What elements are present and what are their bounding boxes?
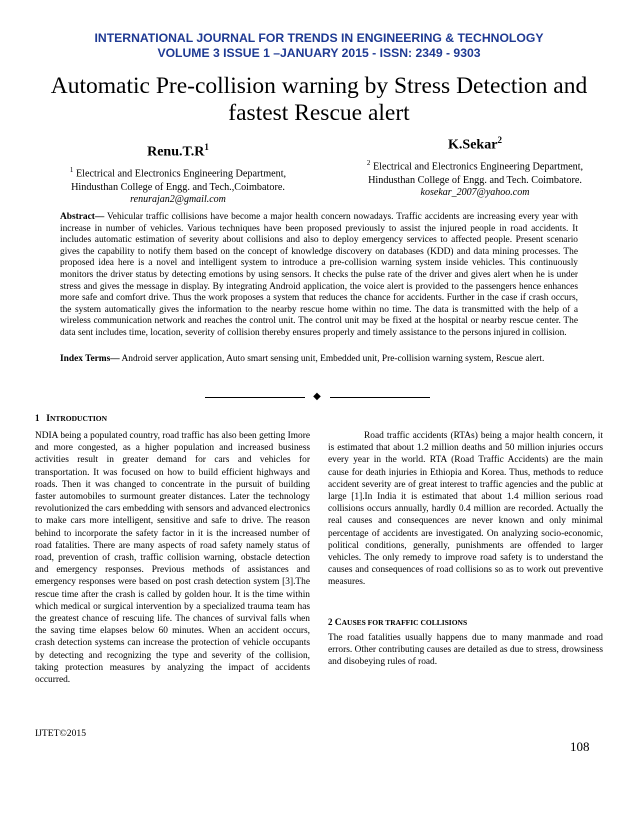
author-affiliation: $^2$ Electrical and Electronics Engineering Department, Hindusthan College of Engg. and Tech. Coimbatore. xyxy=(366,158,584,186)
divider-diamond-icon: ◆ xyxy=(313,391,321,402)
author-name: K.Sekar$^2$ xyxy=(448,135,502,153)
causes-text: The road fatalities usually happens due to many manmade and road errors. Other contributing causes are detailed as due to stress, drowsiness and disobeying rules of road. xyxy=(328,633,603,668)
index-terms-label: Index Terms— xyxy=(60,354,120,364)
abstract-text: Vehicular traffic collisions have become a major health concern nowadays. Traffic accidents are increasing every year with increase in number of vehicles. Various techniques have been proposed previously to assist the injured people in road accidents. It includes automatic estimation of severity about collisions and also to deploy emergency services to affected people. Present scenario gives the capability to notify them based on the concept of knowledge discovery on databases (KDD) and data mining processes. The proposed idea here is a novel and intelligent system to introduce a pre-collision warning system inside vehicles. This continuously monitors the driver status by detecting emotions by using sensors. It checks the pulse rate of the driver and gives alert when he is under stress and gives the message in display. By integrating Android application, the voice alert is provided to the passengers hence enhances more safe and comfort drive. Thus the work proposes a system that reduces the chance for accidents. Further in the case if crash occurs, the system automatically gives the information to the nearby rescue home within no time. The data is transmitted with the help of a wireless communication network and reaches the control unit. The control unit may be fixed at the hospital or nearby rescue center. The data sent includes time, location, severity of collision thereby ensures properly and timely assistance to the persons injured in collision. xyxy=(60,212,578,338)
page-number: 108 xyxy=(570,739,590,754)
author-name: $Renu.T.R^1$ xyxy=(147,142,209,160)
divider-line-left xyxy=(205,397,305,398)
introduction-left-column: NDIA being a populated country, road traffic has also been getting Imore and more congested, as a higher population and increased business activities result in greater demand for cars and vehicles for transportation. It was focused on how to build efficient highways and roads. Then it was changed to concentrate in the pursuit of building faster automobiles to surmount greater distances. Later the technology revolutionized the cars embedding with sensors and advanced electronics to make cars more intelligent, sensitive and safe to drive. The reason behind to incorporate the safety factor in it is the increased number of road fatalities. There are many aspects of road safety namely status of road, prevention of crash, traffic collision warning, obstacle detection and emergency responses. Previous methods of assistances and emergency responses were based on post crash detection system [3].The rescue time after the crash is called by golden hour. It is the time within which medical or surgical intervention by a specialized trauma team has the greatest chance of rescuing life. The chances of survival falls when the saving time elapses below 60 minutes. When an accident occurs, crash detection systems can increase the protection of vehicle occupants by detecting and recognizing the type and severity of the collision, taking protection measures by analyzing the impact of accidents occurred. xyxy=(35,431,310,686)
abstract-label: Abstract— xyxy=(60,212,105,222)
abstract xyxy=(60,212,578,340)
index-terms-text: Android server application, Auto smart sensing unit, Embedded unit, Pre-collision warning system, Rescue alert. xyxy=(119,354,545,364)
section-heading-introduction: 1 INTRODUCTION xyxy=(35,413,108,424)
introduction-right-column: Road traffic accidents (RTAs) being a major health concern, it is estimated that about 1.2 million deaths and 50 million injuries occurs every year in the world. RTA (Road Traffic Accidents) are the main cause for death injuries in Ethiopia and Korea. Thus, methods to reduce accident severity are of great interest to traffic agencies and the public at large [1].In India it is estimated that about 1.4 million serious road collisions occurs annually, hardly 0.4 million are recorded. Actually the real causes and consequences are never known and only minimal percentage of accidents are investigated. On analyzing socio-economic, political conditions, generally, punishments are offended to larger vehicles. The only remedy to improve road safety is to understand the causes and consequences of road collisions so as to work out preventive measures. xyxy=(328,431,603,588)
index-terms xyxy=(60,354,578,366)
author-block-1 xyxy=(58,142,298,205)
author-affiliation: $^1$ Electrical and Electronics Engineering Department, Hindusthan College of Engg. and Tech.,Coimbatore. xyxy=(69,165,287,193)
paper-title: Automatic Pre-collision warning by Stress Detection and fastest Rescue alert xyxy=(50,73,588,126)
author-block-2 xyxy=(355,135,595,198)
divider-line-right xyxy=(330,397,430,398)
author-email: kosekar_2007@yahoo.com xyxy=(420,187,530,199)
footer-copyright: IJTET©2015 xyxy=(35,728,86,739)
section-heading-causes: 2 CAUSES FOR TRAFFIC COLLISIONS xyxy=(328,617,468,628)
journal-name: INTERNATIONAL JOURNAL FOR TRENDS IN ENGINEERING & TECHNOLOGY xyxy=(94,31,544,45)
journal-volume-issn: VOLUME 3 ISSUE 1 –JANUARY 2015 - ISSN: 2349 - 9303 xyxy=(157,46,481,60)
author-email: renurajan2@gmail.com xyxy=(130,194,226,206)
